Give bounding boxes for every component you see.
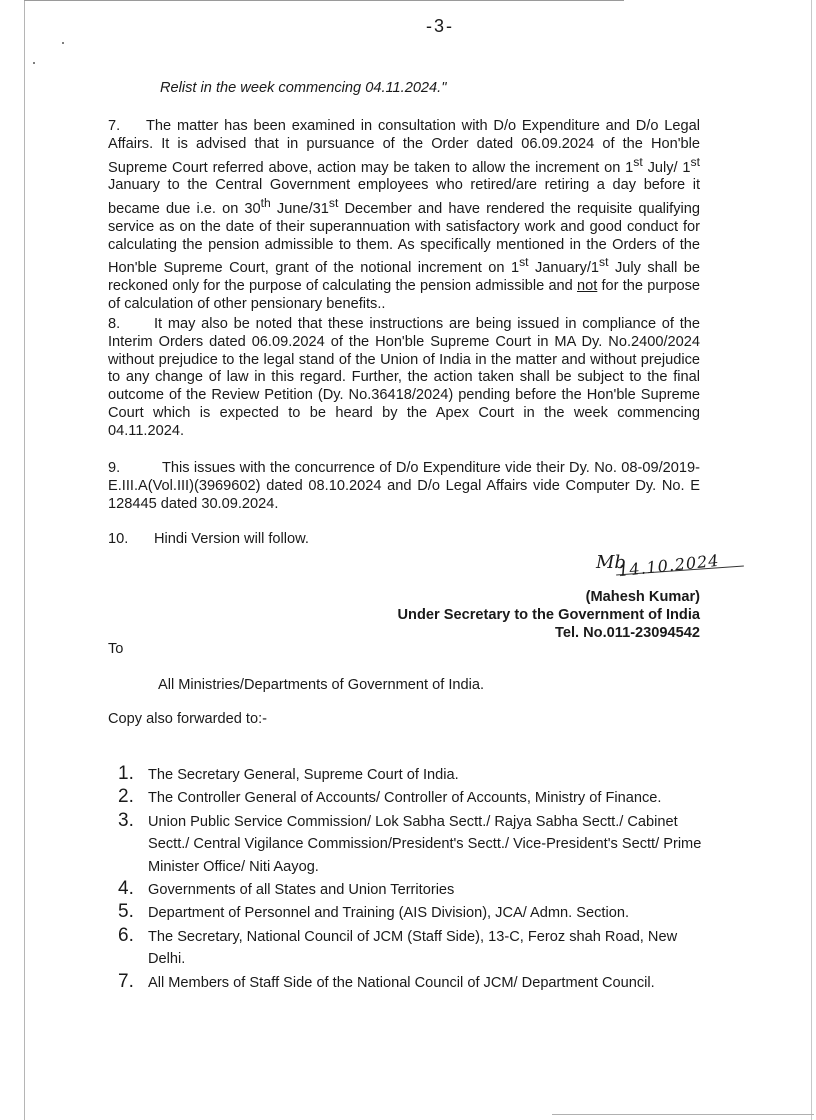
signature-date: 14.10.2024 — [617, 550, 721, 581]
scan-edge-right — [811, 0, 812, 1120]
scan-speck — [62, 42, 64, 44]
list-item: 3. Union Public Service Commission/ Lok Sabha Sectt./ Rajya Sabha Sectt./ Cabinet Sectt./ Central Vigilance Commission/President's Sectt./ Vice-President's Sectt/ Prime Minister Office/ Niti Aayog. — [118, 809, 702, 875]
copy-forwarded-label: Copy also forwarded to:- — [108, 711, 267, 727]
list-item: 4. Governments of all States and Union Territories — [118, 878, 455, 900]
paragraph-number: 8. — [108, 316, 121, 332]
paragraph-number: 10. — [108, 531, 129, 547]
signature-initial: Mb — [596, 552, 626, 573]
paragraph-9: 9. This issues with the concurrence of D/o Expenditure vide their Dy. No. 08-09/2019-E.III.A(Vol.III)(3969602) dated 08.10.2024 and D/o Legal Affairs vide Computer Dy. No. E 128445 dated 30.09.2024. — [108, 460, 700, 512]
handwritten-signature — [596, 548, 746, 592]
to-recipient: All Ministries/Departments of Government of India. — [158, 677, 485, 693]
list-item: 7. All Members of Staff Side of the National Council of JCM/ Department Council. — [118, 970, 655, 992]
list-item: 6. The Secretary, National Council of JCM (Staff Side), 13-C, Feroz shah Road, New Delhi. — [118, 924, 678, 968]
signatory-designation: Under Secretary to the Government of India — [397, 607, 700, 623]
signatory-telephone: Tel. No.011-23094542 — [555, 625, 700, 641]
copy-recipient-list — [118, 764, 718, 995]
paragraph-10: 10. Hindi Version will follow. — [108, 531, 309, 547]
scan-edge-bottom — [552, 1114, 814, 1115]
scan-edge-left — [24, 0, 25, 1120]
paragraph-8: 8. It may also be noted that these instructions are being issued in compliance of the Interim Orders dated 06.09.2024 of the Hon'ble Supreme Court in MA Dy. No.2400/2024 without prejudice to the legal stand of the Union of India in the matter and without prejudice to any change of law in this regard. Further, the action taken shall be subject to the final outcome of the Review Petition (Dy. No.36418/2024) pending before the Hon'ble Supreme Court which is expected to be heard by the Apex Court in the week commencing 04.11.2024. — [108, 316, 700, 439]
scan-speck — [33, 62, 35, 64]
list-item: 1. The Secretary General, Supreme Court of India. — [118, 763, 459, 784]
list-item: 2. The Controller General of Accounts/ Controller of Accounts, Ministry of Finance. — [118, 786, 662, 808]
quoted-order-line: Relist in the week commencing 04.11.2024." — [160, 80, 447, 96]
paragraph-7: 7. The matter has been examined in consultation with D/o Expenditure and D/o Legal Affairs. It is advised that in pursuance of the Order dated 06.09.2024 of the Hon'ble Supreme Court referred above, action may be taken to allow the increment on 1st July/ 1st January to the Central Government employees who retired/are retiring a day before it became due i.e. on 30th June/31st December and have rendered the requisite qualifying service as on the date of their superannuation with satisfactory work and good conduct for calculating the pension admissible to them. As specifically mentioned in the Orders of the Hon'ble Supreme Court, grant of the notional increment on 1st January/1st July shall be reckoned only for the purpose of calculating the pension admissible and not for the purpose of calculation of other pensionary benefits.. — [108, 118, 700, 312]
to-label: To — [108, 641, 124, 657]
scan-edge-top — [24, 0, 624, 1]
paragraph-number: 9. — [108, 460, 121, 476]
paragraph-number: 7. — [108, 118, 121, 134]
page-number: -3- — [426, 16, 454, 36]
signatory-block — [398, 588, 700, 642]
list-item: 5. Department of Personnel and Training (AIS Division), JCA/ Admn. Section. — [118, 901, 630, 923]
signatory-name: (Mahesh Kumar) — [585, 589, 700, 605]
